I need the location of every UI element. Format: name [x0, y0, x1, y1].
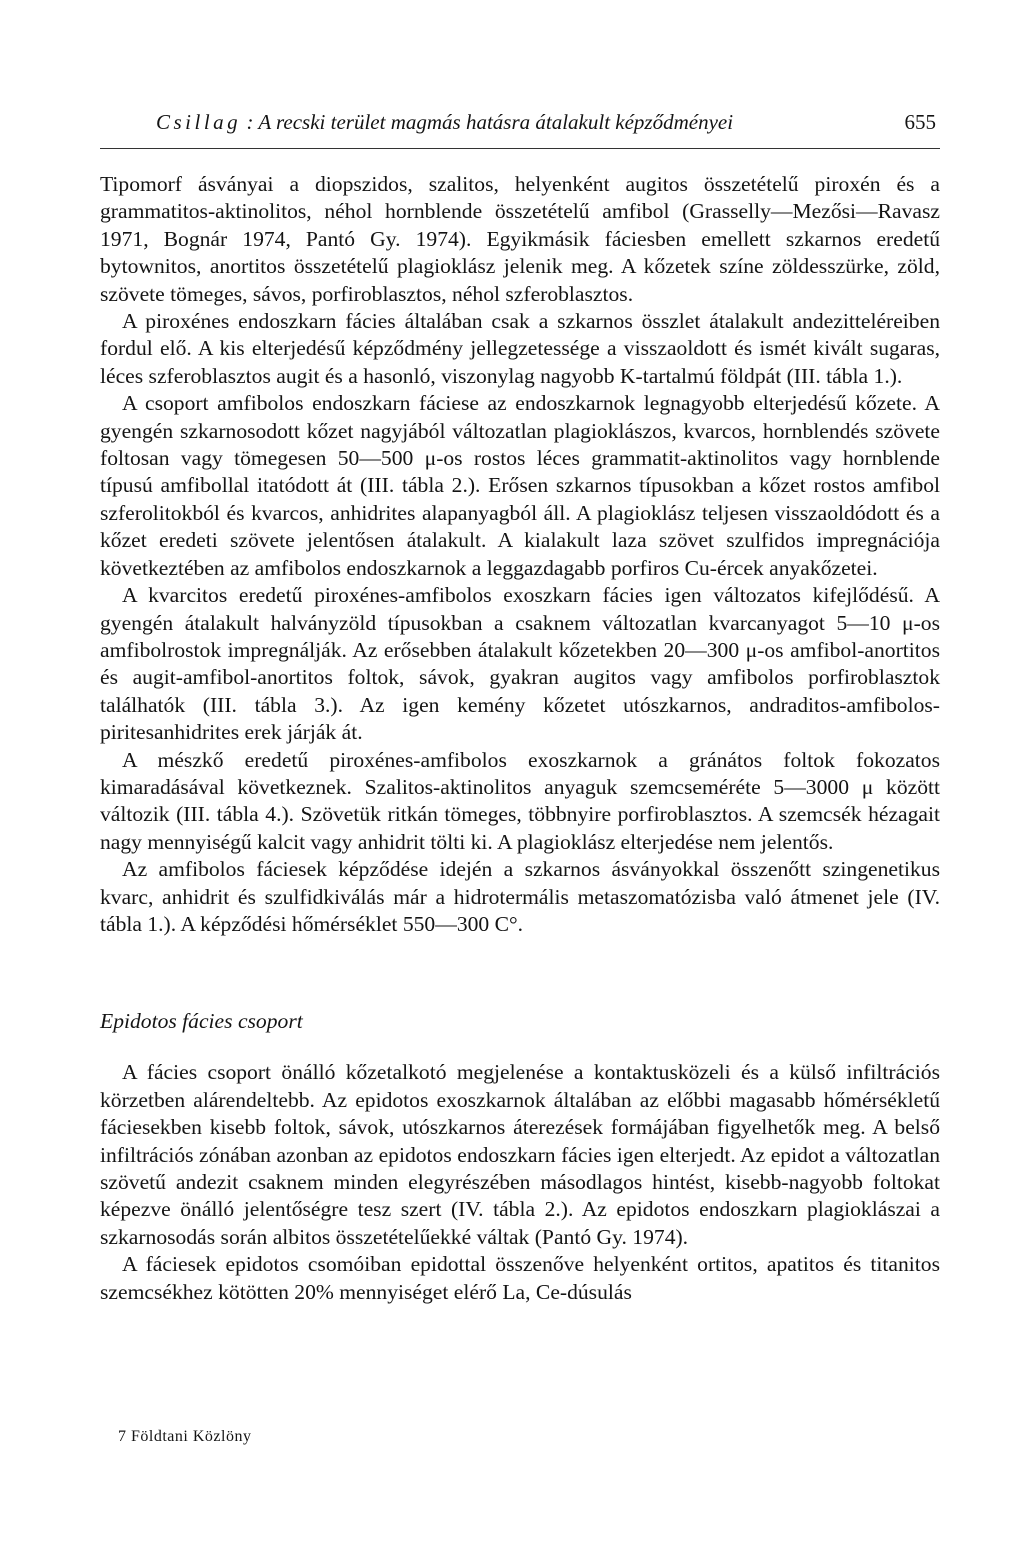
footer-signature: 7 Földtani Közlöny [118, 1428, 252, 1445]
paragraph: Tipomorf ásványai a diopszidos, szalitos, helyenként augitos összetételű piroxén és a grammatitos-aktinolitos, néhol hornblende összetételű amfibol (Grasselly—Mezősi—Ravasz 1971, Bognár 1974, Pantó Gy. 1974). Egyikmásik fáciesben emellett szkarnos eredetű bytownitos, anortitos összetételű plagioklász jelenik meg. A kőzetek színe zöldesszürke, zöld, szövete tömeges, sávos, porfiroblasztos, néhol szferoblasztos. [100, 172, 940, 306]
running-head [100, 110, 940, 148]
running-head-separator: : [246, 110, 254, 134]
paragraph: A csoport amfibolos endoszkarn fáciese az endoszkarnok legnagyobb elterjedésű kőzete. A gyengén szkarnosodott kőzet nagyjából változatlan plagioklászos, kvarcos, hornblendés szövete foltosan vagy tömegesen 50—500 μ-os rostos léces grammatit-aktinolitos vagy hornblende típusú amfibollal itatódott át (III. tábla 2.). Erősen szkarnos típusokban a kőzet rostos amfibol szferolitokból és kvarcos, anhidrites alapanyagból áll. A plagioklász teljesen visszaoldódott és a kőzet eredeti szövete jelentősen átalakult. A kialakult laza szövet szulfidos impregnációja következtében az amfibolos endoszkarnok a leggazdagabb porfiros Cu-ércek anyakőzetei. [100, 391, 940, 580]
running-title [156, 110, 733, 135]
paragraph: A fácies csoport önálló kőzetalkotó megjelenése a kontaktusközeli és a külső infiltrációs körzetben alárendeltebb. Az epidotos exoszkarnok általában az előbbi magasabb hőmérsékletű fáciesekben kisebb foltok, sávok, utószkarnos áterezések formájában figyelhetők meg. A belső infiltrációs zónában azonban az epidotos endoszkarn fácies igen elterjedt. Az epidot a változatlan szövetű andezit csaknem minden elegyrészében másodlagos hintést, kisebb-nagyobb foltokat képezve önálló jelentőségre tesz szert (IV. tábla 2.). Az epidotos endoszkarn plagioklászai a szkarnosodás során albitos összetételűekké váltak (Pantó Gy. 1974). [100, 1060, 940, 1249]
header-rule [100, 148, 940, 149]
body-text [100, 171, 940, 1306]
paragraph: A fáciesek epidotos csomóiban epidottal összenőve helyenként ortitos, apatitos és titanitos szemcsékhez kötötten 20% mennyiséget elérő La, Ce-dúsulás [100, 1252, 940, 1304]
paragraph: A mészkő eredetű piroxénes-amfibolos exoszkarnok a gránátos foltok fokozatos kimaradásával következnek. Szalitos-aktinolitos anyaguk szemcseméréte 5—3000 μ között változik (III. tábla 4.). Szövetük ritkán tömeges, többnyire porfiroblasztos. A szemcsék hézagait nagy mennyiségű kalcit vagy anhidrit tölti ki. A plagioklász elterjedése nem jelentős. [100, 747, 940, 854]
paragraph: Az amfibolos fáciesek képződése idején a szkarnos ásványokkal összenőtt szingenetikus kvarc, anhidrit és szulfidkiválás már a hidrotermális metaszomatózisba való átmenet jele (IV. tábla 1.). A képződési hőmérséklet 550—300 C°. [100, 857, 940, 936]
paragraph: A piroxénes endoszkarn fácies általában csak a szkarnos összlet átalakult andezitteléreiben fordul elő. A kis elterjedésű képződmény jellegzetessége a visszaoldott és ismét kivált sugaras, léces szferoblasztos augit és a hasonló, viszonylag nagyobb K-tartalmú földpát (III. tábla 1.). [100, 309, 940, 388]
section-heading: Epidotos fácies csoport [100, 1009, 303, 1034]
running-head-title: A recski terület magmás hatásra átalakult képződményei [258, 110, 734, 134]
running-head-author: Csillag [156, 110, 242, 134]
paragraph: A kvarcitos eredetű piroxénes-amfibolos exoszkarn fácies igen változatos kifejlődésű. A gyengén átalakult halványzöld típusokban a csaknem változatlan kvarcanyagot 5—10 μ-os amfibolrostok impregnálják. Az erősebben átalakult kőzetekben 20—300 μ-os amfibol-anortitos és augit-amfibol-anortitos foltok, sávok, gyakran augitos vagy amfibolos porfiroblasztok találhatók (III. tábla 3.). Az igen kemény kőzetet utószkarnos, andraditos-amfibolos-piritesanhidrites erek járják át. [100, 583, 940, 745]
page-number: 655 [904, 110, 936, 134]
page-content [100, 110, 940, 1306]
